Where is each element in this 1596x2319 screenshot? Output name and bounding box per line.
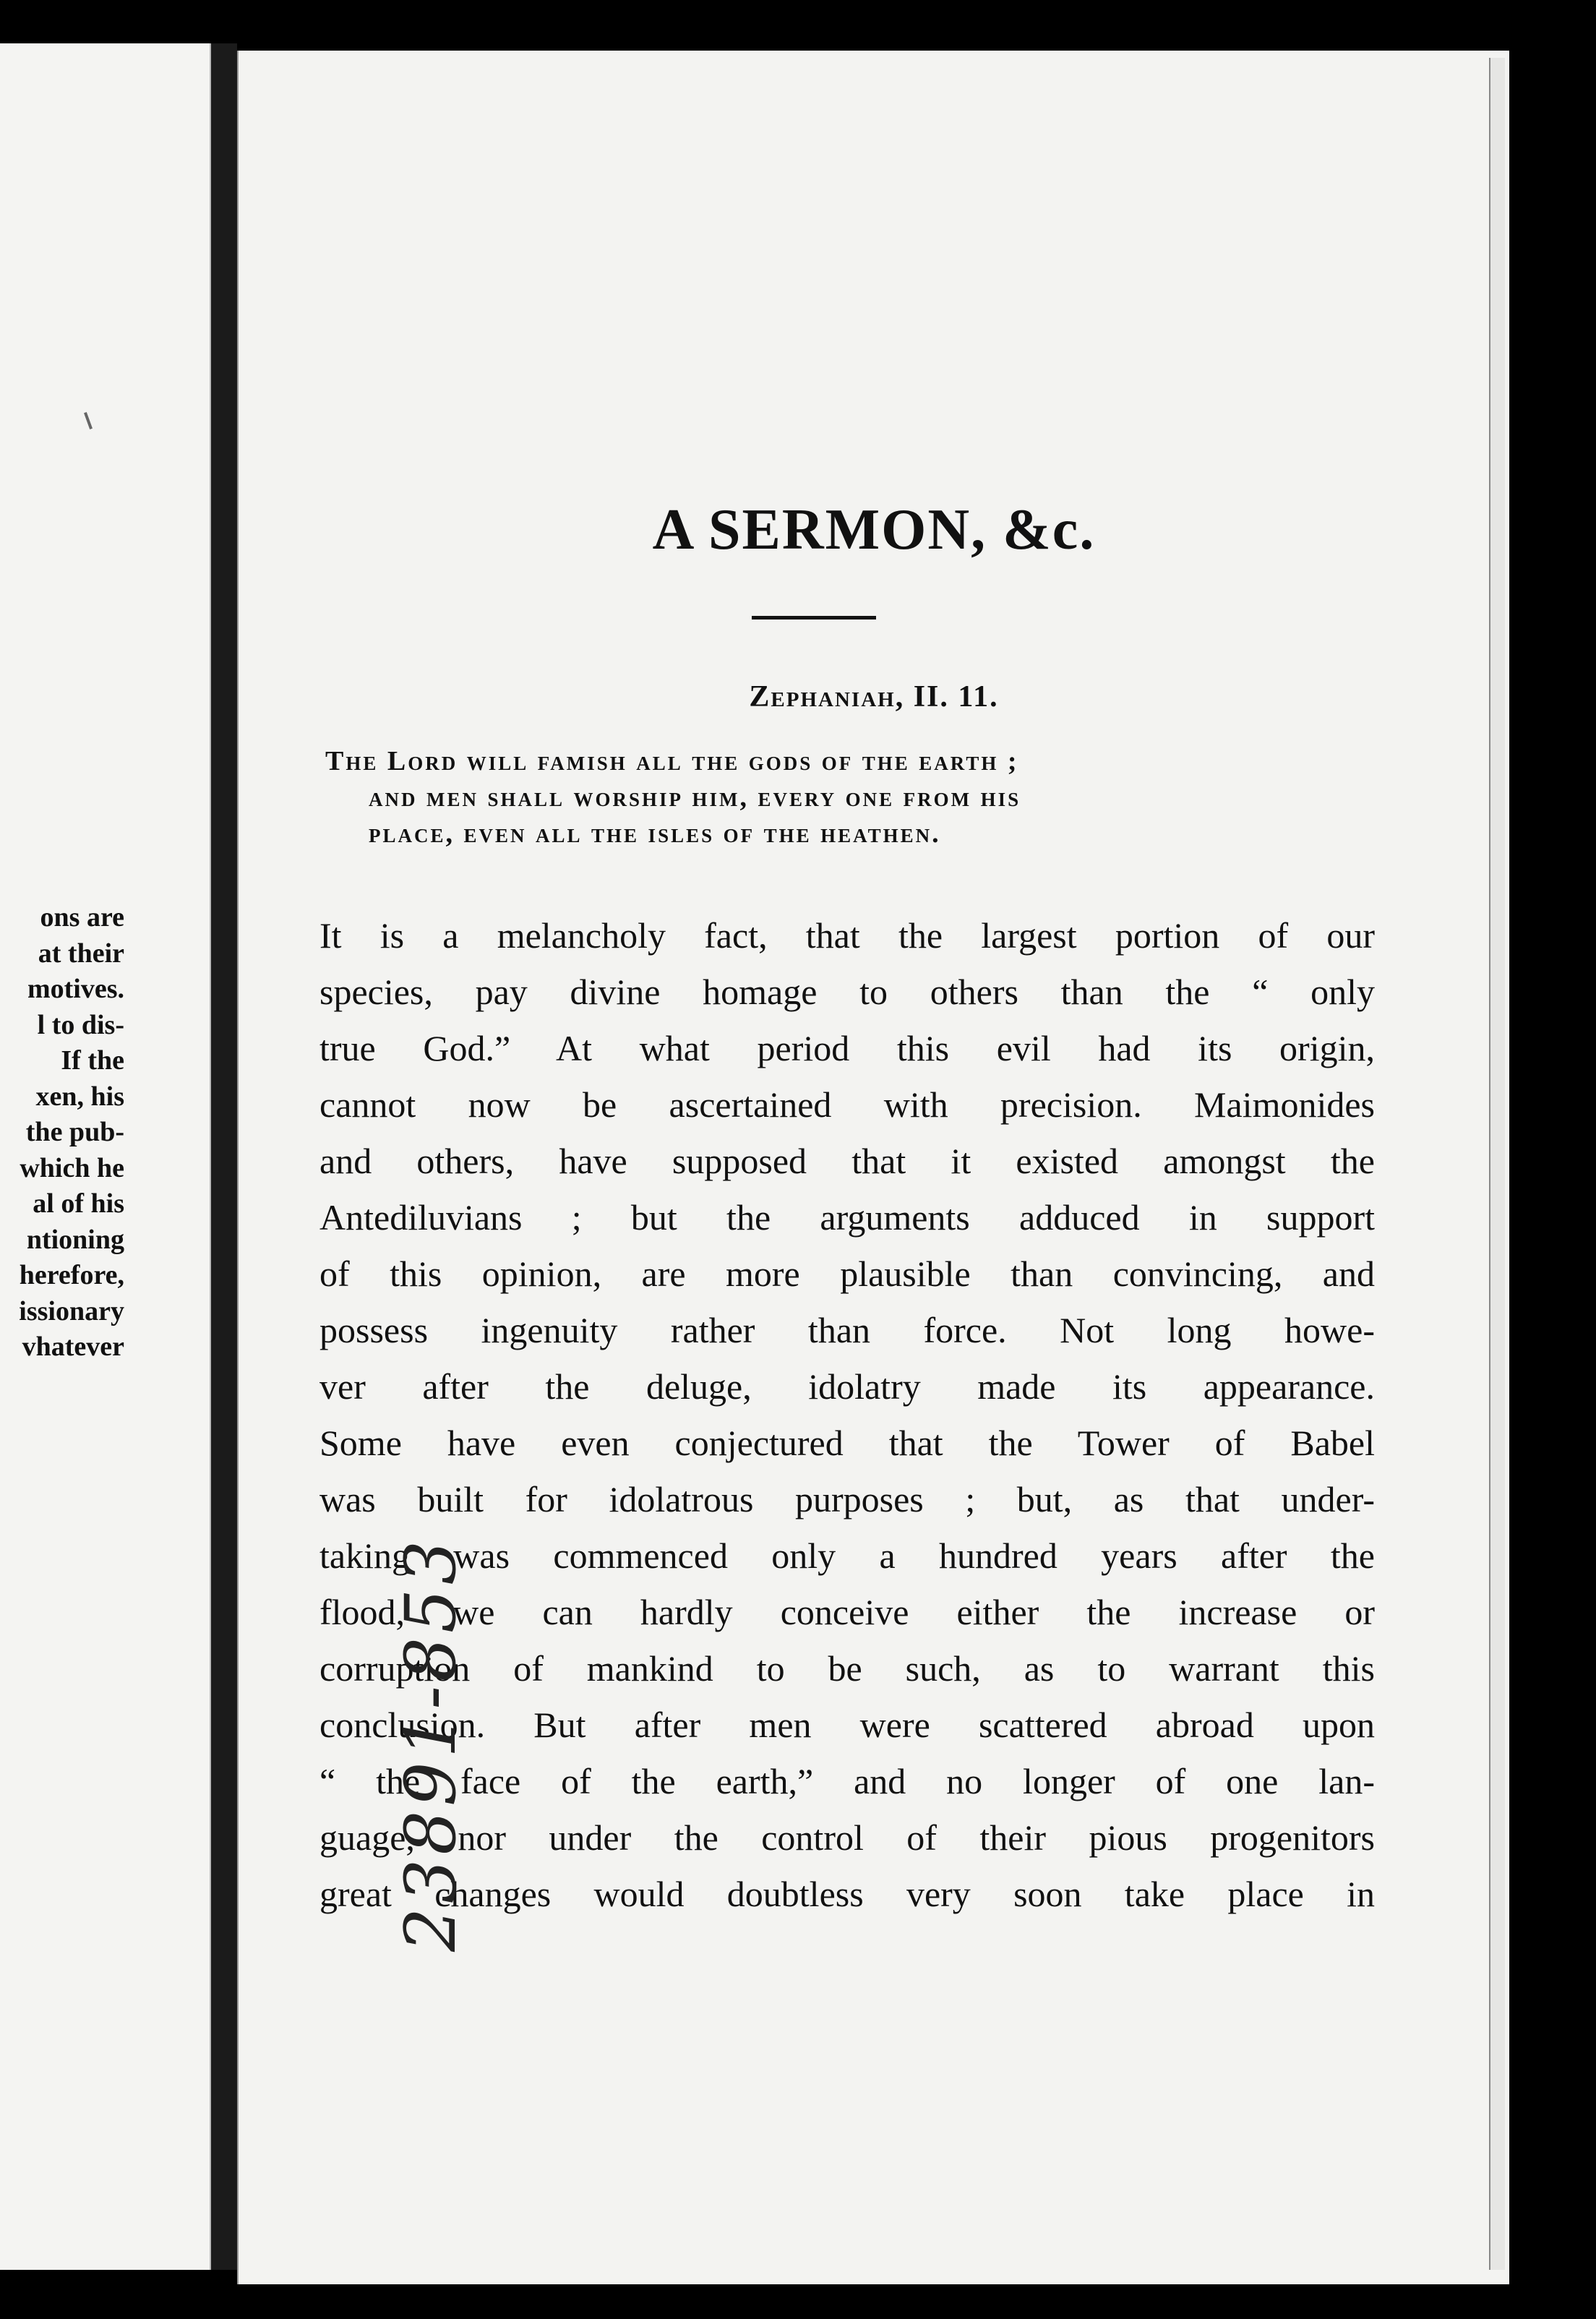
body-line: species, pay divine homage to others than the “ only (319, 972, 1375, 1012)
body-line: It is a melancholy fact, that the largest portion of our (319, 915, 1375, 956)
body-line: ver after the deluge, idolatry made its appearance. (319, 1366, 1375, 1407)
body-line: was built for idolatrous purposes ; but, as that under- (319, 1479, 1375, 1519)
body-line: flood, we can hardly conceive either the increase or (319, 1592, 1375, 1632)
title-rule (752, 616, 876, 620)
left-line: al of his (33, 1188, 124, 1219)
body-line: cannot now be ascertained with precision. Maimonides (319, 1084, 1375, 1125)
ink-mark (84, 412, 93, 429)
margin-handwritten-number: 23891-853 (390, 1535, 471, 1952)
page-title: A SERMON, &c. (652, 498, 1096, 562)
left-line: at their (38, 938, 124, 969)
page-edge (1489, 58, 1505, 2270)
left-page-text (19, 900, 124, 1366)
right-page (237, 51, 1509, 2284)
body-line: “ the face of the earth,” and no longer of one lan- (319, 1761, 1375, 1801)
left-line: herefore, (19, 1260, 124, 1290)
body-line: great changes would doubtless very soon take place in (319, 1874, 1375, 1914)
body-line: conclusion. But after men were scattered abroad upon (319, 1705, 1375, 1745)
left-line: xen, his (35, 1081, 124, 1112)
left-line: ntioning (26, 1224, 124, 1255)
body-line: and others, have supposed that it existed amongst the (319, 1141, 1375, 1181)
left-line: motives. (27, 974, 124, 1004)
body-line: Antediluvians ; but the arguments adduced in support (319, 1197, 1375, 1238)
verse-line: The Lord will famish all the gods of the earth ; (325, 746, 1019, 776)
body-line: of this opinion, are more plausible than convincing, and (319, 1253, 1375, 1294)
book-gutter (211, 43, 237, 2270)
left-line: which he (20, 1152, 124, 1183)
body-line: Some have even conjectured that the Tower of Babel (319, 1423, 1375, 1463)
left-line: the pub- (25, 1117, 124, 1147)
page-corner-curl (1583, 2046, 1596, 2284)
body-line: corruption of mankind to be such, as to warrant this (319, 1648, 1375, 1689)
left-line: If the (61, 1045, 124, 1076)
left-line: vhatever (22, 1332, 124, 1362)
sermon-body (319, 907, 1375, 1922)
verse-line: place, even all the isles of the heathen. (369, 818, 941, 849)
left-line: ons are (40, 902, 124, 933)
left-line: l to dis- (37, 1009, 124, 1040)
body-line: taking was commenced only a hundred years after the (319, 1535, 1375, 1576)
left-page (0, 43, 212, 2270)
verse-line: and men shall worship him, every one from his (369, 782, 1021, 813)
body-line: guage, nor under the control of their pious progenitors (319, 1817, 1375, 1858)
scripture-verse (325, 743, 1395, 852)
body-line: possess ingenuity rather than force. Not long howe- (319, 1310, 1375, 1350)
body-line: true God.” At what period this evil had its origin, (319, 1028, 1375, 1068)
scripture-reference: Zephaniah, II. 11. (749, 680, 999, 713)
left-line: issionary (19, 1295, 124, 1326)
